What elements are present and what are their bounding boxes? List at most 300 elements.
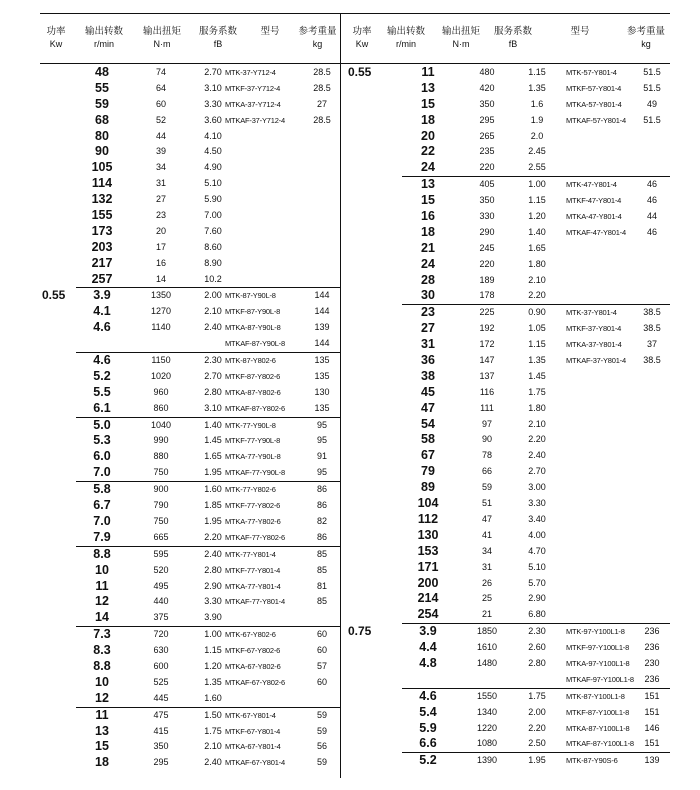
cell-torque: 1040 xyxy=(150,419,172,430)
cell-weight xyxy=(634,576,670,592)
cell-model: MTKF-77-Y801-4 xyxy=(225,565,281,575)
cell-service-factor: 2.80 xyxy=(528,657,546,668)
table-row xyxy=(76,417,340,434)
cell-weight: 135 xyxy=(314,370,330,381)
table-row xyxy=(40,113,340,129)
table-row xyxy=(40,256,340,272)
table-row xyxy=(40,304,340,320)
cell-service-factor: 1.75 xyxy=(528,690,546,701)
cell-weight: 85 xyxy=(316,548,327,559)
cell-power xyxy=(348,177,380,193)
cell-speed: 7.0 xyxy=(93,465,111,480)
cell-weight xyxy=(306,240,338,256)
cell-service-factor: 1.40 xyxy=(528,226,546,237)
table-row xyxy=(40,691,340,707)
right-table-body xyxy=(342,65,670,769)
cell-power xyxy=(348,353,380,369)
cell-speed: 130 xyxy=(417,527,439,542)
cell-weight: 85 xyxy=(316,596,327,607)
cell-service-factor: 3.10 xyxy=(204,82,222,93)
cell-service-factor: 2.60 xyxy=(528,642,546,653)
cell-weight xyxy=(634,385,670,401)
table-row xyxy=(402,752,670,769)
table-row xyxy=(40,449,340,465)
cell-torque: 235 xyxy=(479,146,495,157)
cell-torque: 78 xyxy=(481,450,492,461)
cell-weight xyxy=(634,544,670,560)
table-row xyxy=(342,448,670,464)
cell-speed: 13 xyxy=(421,80,435,95)
cell-torque: 39 xyxy=(155,146,166,157)
cell-torque: 51 xyxy=(481,498,492,509)
cell-model: MTKAF-97-Y100L1-8 xyxy=(566,674,634,684)
header-torque-right: 输出扭矩 N·m xyxy=(441,26,480,49)
cell-power xyxy=(348,544,380,560)
cell-speed: 153 xyxy=(417,543,439,558)
cell-torque: 415 xyxy=(153,725,169,736)
cell-torque: 41 xyxy=(481,529,492,540)
table-row xyxy=(342,337,670,353)
cell-power xyxy=(348,607,380,623)
cell-torque: 750 xyxy=(153,515,169,526)
cell-model xyxy=(225,256,307,272)
cell-service-factor: 2.10 xyxy=(528,274,546,285)
cell-weight xyxy=(306,192,338,208)
cell-power xyxy=(348,81,380,97)
cell-power xyxy=(348,736,380,752)
cell-model: MTKA-67-Y802-6 xyxy=(225,661,281,671)
cell-weight xyxy=(306,129,338,145)
cell-power xyxy=(42,547,74,563)
table-row xyxy=(342,432,670,448)
cell-service-factor: 2.20 xyxy=(528,722,546,733)
cell-power xyxy=(42,691,74,707)
cell-weight xyxy=(634,496,670,512)
cell-model: MTKAF-47-Y801-4 xyxy=(566,227,626,237)
cell-model: MTK-57-Y801-4 xyxy=(566,68,617,77)
table-row xyxy=(42,287,340,304)
cell-service-factor: 3.90 xyxy=(204,612,222,623)
cell-speed: 6.7 xyxy=(93,498,111,513)
cell-power xyxy=(348,385,380,401)
table-row xyxy=(40,240,340,256)
cell-power xyxy=(348,288,380,304)
cell-model: MTKA-87-Y90L-8 xyxy=(225,323,281,333)
cell-speed: 31 xyxy=(421,337,435,352)
cell-model: MTK-77-Y90L-8 xyxy=(225,420,276,430)
cell-speed: 10 xyxy=(95,562,109,577)
cell-torque: 480 xyxy=(479,67,495,77)
cell-model: MTKF-97-Y100L1-8 xyxy=(566,643,630,653)
cell-service-factor: 1.00 xyxy=(528,179,546,190)
table-row xyxy=(342,464,670,480)
cell-weight xyxy=(634,512,670,528)
cell-service-factor: 2.30 xyxy=(528,626,546,637)
cell-weight xyxy=(634,401,670,417)
cell-speed: 7.3 xyxy=(93,627,111,642)
table-header xyxy=(40,13,670,63)
cell-torque: 600 xyxy=(153,660,169,671)
table-row xyxy=(40,530,340,546)
cell-torque: 220 xyxy=(479,258,495,269)
cell-power xyxy=(348,321,380,337)
cell-power xyxy=(42,498,74,514)
cell-service-factor: 2.50 xyxy=(528,738,546,749)
cell-model: MTKAF-37-Y712-4 xyxy=(225,115,285,125)
cell-service-factor: 2.40 xyxy=(204,322,222,333)
cell-speed: 200 xyxy=(417,575,439,590)
cell-service-factor: 2.70 xyxy=(204,370,222,381)
cell-service-factor: 2.20 xyxy=(204,531,222,542)
cell-power xyxy=(348,417,380,433)
cell-weight xyxy=(634,129,670,145)
table-row xyxy=(342,496,670,512)
cell-torque: 23 xyxy=(155,210,166,221)
cell-power xyxy=(42,594,74,610)
cell-power xyxy=(348,305,380,321)
cell-torque: 25 xyxy=(481,593,492,604)
table-row xyxy=(40,208,340,224)
table-row xyxy=(342,65,670,81)
cell-torque: 14 xyxy=(155,273,166,284)
cell-service-factor: 2.90 xyxy=(204,580,222,591)
cell-speed: 7.9 xyxy=(93,529,111,544)
cell-power xyxy=(42,449,74,465)
table-row xyxy=(342,225,670,241)
cell-speed: 5.5 xyxy=(93,384,111,399)
cell-torque: 295 xyxy=(153,757,169,768)
cell-weight: 86 xyxy=(316,484,327,495)
cell-service-factor: 5.90 xyxy=(204,194,222,205)
cell-weight xyxy=(634,257,670,273)
cell-torque: 178 xyxy=(479,290,495,301)
cell-power xyxy=(42,530,74,546)
cell-model: MTKAF-77-Y90L-8 xyxy=(225,468,285,478)
cell-model xyxy=(225,192,307,208)
left-table-body xyxy=(40,65,340,771)
cell-speed: 132 xyxy=(91,192,113,207)
cell-service-factor: 0.90 xyxy=(528,307,546,318)
table-row xyxy=(402,176,670,193)
cell-service-factor: 2.20 xyxy=(528,290,546,301)
cell-model xyxy=(225,160,307,176)
table-row xyxy=(342,656,670,672)
table-row xyxy=(342,113,670,129)
cell-torque: 220 xyxy=(479,162,495,173)
cell-weight: 81 xyxy=(316,580,327,591)
cell-power xyxy=(42,272,74,288)
cell-speed: 59 xyxy=(95,96,109,111)
table-row xyxy=(40,465,340,481)
table-row xyxy=(342,273,670,289)
table-row xyxy=(40,594,340,610)
cell-service-factor: 8.60 xyxy=(204,241,222,252)
cell-torque: 245 xyxy=(479,242,495,253)
cell-service-factor: 3.30 xyxy=(204,98,222,109)
cell-service-factor: 1.15 xyxy=(204,645,222,656)
cell-speed: 14 xyxy=(95,610,109,625)
cell-service-factor: 1.45 xyxy=(528,370,546,381)
cell-service-factor: 5.10 xyxy=(528,561,546,572)
cell-service-factor: 3.60 xyxy=(204,114,222,125)
table-row xyxy=(40,659,340,675)
cell-weight: 59 xyxy=(316,725,327,736)
table-row xyxy=(40,65,340,81)
cell-model: MTK-87-Y90S-6 xyxy=(566,756,618,766)
table-row xyxy=(40,739,340,755)
cell-weight: 46 xyxy=(646,195,657,206)
cell-speed: 36 xyxy=(421,353,435,368)
cell-service-factor: 1.80 xyxy=(528,402,546,413)
cell-model: MTK-97-Y100L1-8 xyxy=(566,627,625,637)
cell-service-factor: 1.00 xyxy=(204,629,222,640)
cell-service-factor xyxy=(516,672,558,688)
cell-power xyxy=(42,739,74,755)
cell-weight: 144 xyxy=(314,306,330,317)
cell-model xyxy=(225,208,307,224)
cell-speed: 4.6 xyxy=(419,688,437,703)
cell-power xyxy=(348,193,380,209)
cell-weight xyxy=(306,691,338,707)
cell-speed: 21 xyxy=(421,240,435,255)
table-row xyxy=(342,193,670,209)
cell-power xyxy=(348,496,380,512)
cell-model: MTK-67-Y802-6 xyxy=(225,630,276,640)
cell-weight xyxy=(634,448,670,464)
cell-weight: 236 xyxy=(644,626,660,637)
header-rule xyxy=(40,63,670,64)
cell-torque: 1020 xyxy=(150,370,172,381)
cell-weight xyxy=(306,208,338,224)
cell-model: MTK-47-Y801-4 xyxy=(566,180,617,190)
cell-model: MTK-77-Y801-4 xyxy=(225,549,276,559)
cell-weight: 28.5 xyxy=(313,82,331,93)
cell-weight: 236 xyxy=(644,673,660,684)
cell-torque: 990 xyxy=(153,435,169,446)
cell-service-factor: 1.95 xyxy=(528,755,546,766)
cell-model: MTK-87-Y100L1-8 xyxy=(566,691,625,701)
cell-speed: 24 xyxy=(421,256,435,271)
cell-speed: 55 xyxy=(95,80,109,95)
cell-service-factor: 2.10 xyxy=(204,741,222,752)
cell-weight xyxy=(634,160,670,176)
cell-weight xyxy=(306,272,338,288)
header-weight-right: 参考重量 kg xyxy=(626,26,665,49)
cell-model: MTKF-37-Y801-4 xyxy=(566,324,622,334)
cell-torque: 495 xyxy=(153,580,169,591)
cell-weight: 51.5 xyxy=(643,82,661,93)
cell-service-factor: 2.20 xyxy=(528,434,546,445)
cell-model: MTKF-77-Y802-6 xyxy=(225,501,281,511)
cell-power xyxy=(348,160,380,176)
cell-torque: 27 xyxy=(155,194,166,205)
cell-power: 0.55 xyxy=(42,288,66,303)
cell-service-factor: 1.60 xyxy=(204,692,222,703)
table-row xyxy=(342,401,670,417)
cell-torque: 74 xyxy=(155,67,166,77)
cell-power xyxy=(348,528,380,544)
cell-torque: 1080 xyxy=(476,738,498,749)
header-service-factor: 服务系数 fB xyxy=(198,26,237,49)
cell-service-factor: 4.70 xyxy=(528,545,546,556)
cell-service-factor: 1.45 xyxy=(204,435,222,446)
cell-speed xyxy=(406,672,450,688)
cell-power xyxy=(348,273,380,289)
cell-speed: 217 xyxy=(91,255,113,270)
cell-weight xyxy=(634,480,670,496)
cell-speed: 18 xyxy=(421,224,435,239)
table-row xyxy=(40,498,340,514)
cell-speed: 4.4 xyxy=(419,640,437,655)
cell-speed: 12 xyxy=(95,594,109,609)
cell-weight: 85 xyxy=(316,564,327,575)
cell-weight: 46 xyxy=(646,226,657,237)
cell-speed: 80 xyxy=(95,128,109,143)
cell-model: MTKAF-67-Y802-6 xyxy=(225,677,285,687)
header-model-right: 型号 xyxy=(570,26,590,37)
cell-model: MTKAF-87-Y100L1-8 xyxy=(566,739,634,749)
cell-service-factor: 7.60 xyxy=(204,225,222,236)
cell-torque: 1350 xyxy=(150,290,172,301)
cell-weight: 144 xyxy=(314,338,330,349)
cell-service-factor: 1.20 xyxy=(528,211,546,222)
cell-weight: 82 xyxy=(316,515,327,526)
cell-speed: 6.0 xyxy=(93,449,111,464)
cell-weight xyxy=(306,176,338,192)
cell-weight xyxy=(306,144,338,160)
cell-power xyxy=(42,708,74,724)
cell-torque: 630 xyxy=(153,645,169,656)
cell-service-factor: 10.2 xyxy=(204,273,222,284)
cell-torque: 1390 xyxy=(476,755,498,766)
cell-speed xyxy=(80,336,124,352)
cell-weight: 86 xyxy=(316,531,327,542)
cell-power xyxy=(348,337,380,353)
cell-torque: 330 xyxy=(479,211,495,222)
cell-weight: 59 xyxy=(316,709,327,720)
cell-torque: 44 xyxy=(155,130,166,141)
cell-power xyxy=(42,755,74,771)
cell-model: MTKA-77-Y90L-8 xyxy=(225,452,281,462)
cell-speed: 11 xyxy=(95,578,109,593)
cell-speed: 20 xyxy=(421,128,435,143)
cell-torque: 1270 xyxy=(150,306,172,317)
cell-power xyxy=(42,113,74,129)
table-row xyxy=(342,353,670,369)
cell-service-factor: 2.00 xyxy=(528,706,546,717)
cell-weight: 151 xyxy=(644,738,660,749)
cell-service-factor: 2.80 xyxy=(204,564,222,575)
cell-service-factor: 1.95 xyxy=(204,515,222,526)
cell-power xyxy=(348,689,380,705)
cell-torque: 1220 xyxy=(476,722,498,733)
cell-power xyxy=(348,576,380,592)
cell-torque: 116 xyxy=(479,386,495,397)
cell-torque: 137 xyxy=(479,370,495,381)
cell-model: MTK-87-Y802-6 xyxy=(225,356,276,366)
cell-weight xyxy=(634,464,670,480)
cell-model: MTKAF-37-Y801-4 xyxy=(566,356,626,366)
cell-speed: 3.9 xyxy=(93,288,111,303)
table-row xyxy=(342,81,670,97)
cell-speed: 15 xyxy=(421,96,435,111)
cell-speed: 6.1 xyxy=(93,400,111,415)
cell-service-factor: 2.00 xyxy=(204,290,222,301)
cell-service-factor: 1.15 xyxy=(528,195,546,206)
cell-power xyxy=(348,480,380,496)
header-torque: 输出扭矩 N·m xyxy=(142,26,181,49)
cell-service-factor: 8.90 xyxy=(204,257,222,268)
cell-model xyxy=(225,144,307,160)
cell-speed: 105 xyxy=(91,160,113,175)
cell-power xyxy=(348,705,380,721)
cell-speed: 16 xyxy=(421,209,435,224)
cell-torque: 265 xyxy=(479,130,495,141)
cell-service-factor: 2.40 xyxy=(204,757,222,768)
cell-weight xyxy=(634,528,670,544)
cell-torque: 1150 xyxy=(151,355,171,366)
cell-service-factor: 2.90 xyxy=(528,593,546,604)
cell-speed: 54 xyxy=(421,416,435,431)
cell-power xyxy=(348,241,380,257)
cell-speed: 4.6 xyxy=(93,320,111,335)
cell-speed: 67 xyxy=(421,448,435,463)
cell-torque: 60 xyxy=(155,98,166,109)
cell-torque: 520 xyxy=(153,564,169,575)
table-row xyxy=(342,480,670,496)
cell-speed: 11 xyxy=(95,707,109,722)
cell-service-factor: 3.10 xyxy=(204,402,222,413)
cell-power xyxy=(42,401,74,417)
cell-weight: 139 xyxy=(644,755,660,766)
table-row xyxy=(76,626,340,643)
cell-weight: 95 xyxy=(316,467,327,478)
table-row xyxy=(342,257,670,273)
cell-service-factor: 2.45 xyxy=(528,146,546,157)
cell-weight: 60 xyxy=(316,645,327,656)
cell-weight: 95 xyxy=(316,435,327,446)
cell-service-factor: 1.80 xyxy=(528,258,546,269)
cell-power xyxy=(42,144,74,160)
cell-torque: 1140 xyxy=(151,322,171,333)
cell-model: MTKF-87-Y90L-8 xyxy=(225,307,281,317)
cell-speed: 8.8 xyxy=(93,546,111,561)
cell-power xyxy=(348,656,380,672)
cell-model: MTKA-57-Y801-4 xyxy=(566,99,622,109)
cell-model: MTKF-67-Y802-6 xyxy=(225,646,281,656)
cell-torque: 960 xyxy=(153,386,169,397)
cell-weight: 139 xyxy=(314,322,330,333)
cell-speed: 58 xyxy=(421,432,435,447)
cell-power xyxy=(348,144,380,160)
cell-model: MTKF-47-Y801-4 xyxy=(566,196,622,206)
cell-speed: 5.2 xyxy=(419,753,437,768)
cell-torque: 59 xyxy=(481,482,492,493)
table-row xyxy=(342,385,670,401)
cell-speed: 79 xyxy=(421,464,435,479)
cell-torque: 189 xyxy=(479,274,495,285)
cell-weight: 28.5 xyxy=(313,114,331,125)
table-row xyxy=(342,672,670,688)
cell-speed: 18 xyxy=(421,112,435,127)
cell-speed: 38 xyxy=(421,368,435,383)
cell-weight xyxy=(634,560,670,576)
table-row xyxy=(402,688,670,705)
cell-speed: 8.3 xyxy=(93,643,111,658)
cell-speed: 68 xyxy=(95,112,109,127)
cell-speed: 8.8 xyxy=(93,658,111,673)
cell-service-factor: 1.65 xyxy=(204,451,222,462)
